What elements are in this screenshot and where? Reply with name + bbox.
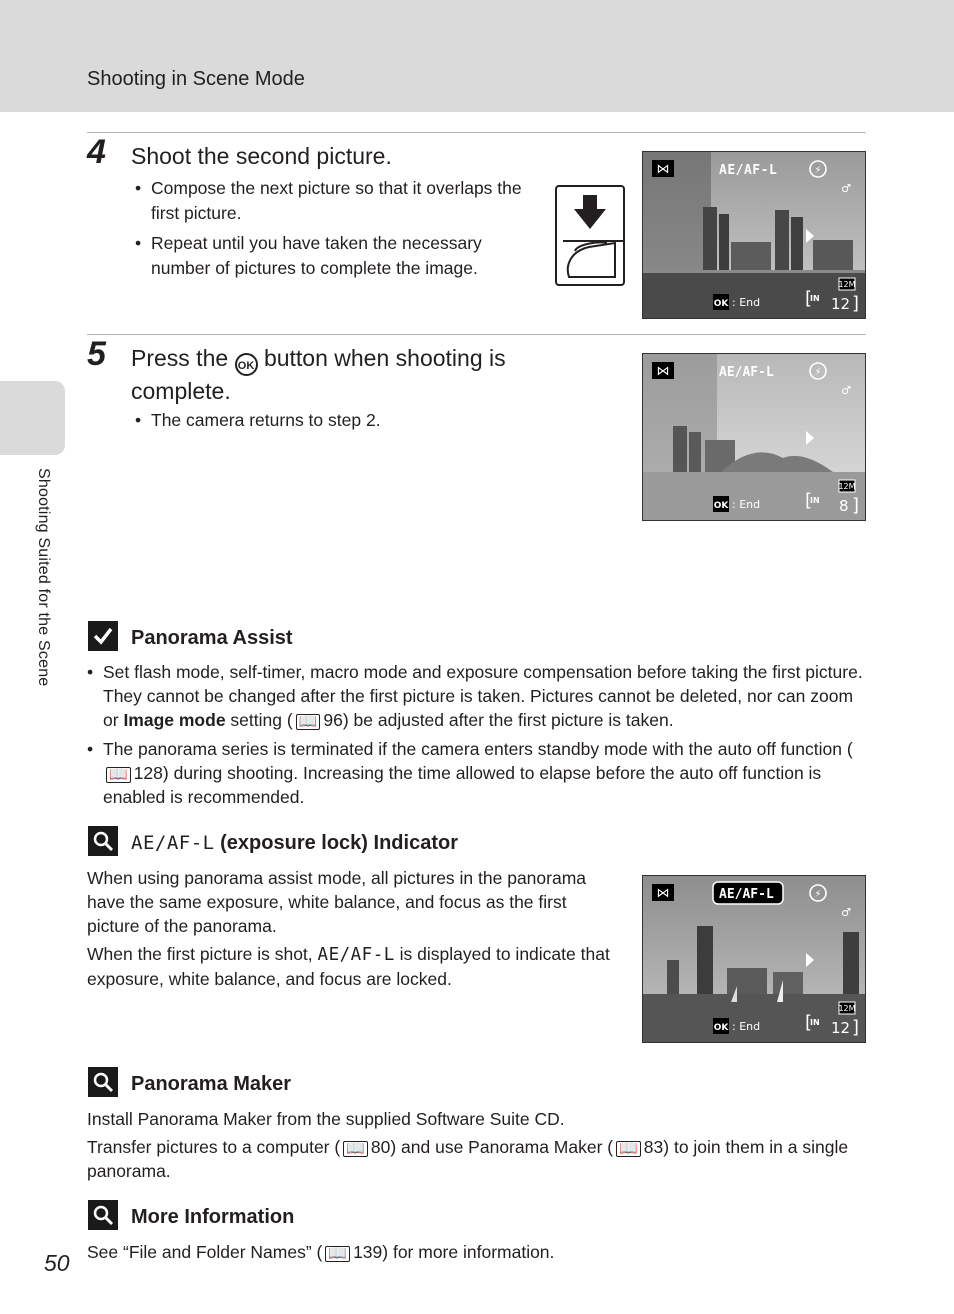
- list-item: [87, 660, 867, 732]
- text: is displayed to indicate that exposure, white balance, and focus are locked.: [87, 944, 610, 989]
- note-title: [131, 832, 458, 855]
- end-label: : End: [732, 296, 761, 309]
- shutter-press-icon: [555, 185, 625, 286]
- book-icon: 📖: [325, 1246, 350, 1262]
- ok-glyph: OK: [713, 299, 729, 309]
- image-size: 12M: [838, 482, 856, 491]
- step-number: 5: [87, 335, 106, 373]
- list-item: • The camera returns to step 2.: [135, 408, 530, 433]
- bold-term: Image mode: [123, 710, 226, 730]
- memory-indicator: IN: [810, 294, 820, 303]
- divider: [87, 334, 866, 335]
- end-label: : End: [732, 498, 761, 511]
- svg-text:⚡: ⚡: [814, 889, 822, 900]
- book-icon: 📖: [106, 767, 131, 783]
- image-size: 12M: [838, 1004, 856, 1013]
- text: Set flash mode, self-timer, macro mode and exposure compensation before taking the first picture. They cannot be changed after the first picture is taken. Pictures cannot be deleted, nor can zoom or: [103, 662, 863, 730]
- title-text: button when shooting is complete.: [131, 345, 506, 404]
- aeaf-indicator: AE/AF-L: [719, 365, 774, 380]
- ok-glyph: OK: [713, 501, 729, 511]
- aeaf-glyph: AE/AF-L: [317, 945, 395, 965]
- svg-text:]: ]: [852, 293, 860, 314]
- step-bullets: [135, 176, 530, 286]
- exposure-count: 12: [831, 1019, 851, 1037]
- svg-text:⋈: ⋈: [656, 364, 670, 379]
- text: The panorama series is terminated if the camera enters standby mode with the auto off function (: [103, 739, 853, 759]
- list-item: • Repeat until you have taken the necessary number of pictures to complete the image.: [135, 231, 530, 281]
- book-icon: 📖: [343, 1141, 368, 1157]
- text: ) during shooting. Increasing the time allowed to elapse before the auto off function is enabled is recommended.: [103, 763, 822, 807]
- list-item: • Compose the next picture so that it overlaps the first picture.: [135, 176, 530, 226]
- step-title: Shoot the second picture.: [131, 143, 392, 169]
- aeaf-indicator: AE/AF-L: [719, 163, 778, 178]
- divider: [87, 132, 866, 133]
- page-ref[interactable]: 83: [643, 1137, 664, 1157]
- ok-glyph: OK: [713, 1023, 729, 1033]
- note-body: [87, 1240, 867, 1268]
- text: ) be adjusted after the first picture is taken.: [342, 710, 674, 730]
- svg-text:]: ]: [852, 495, 860, 516]
- svg-text:[: [: [805, 490, 813, 511]
- title-text: Press the: [131, 345, 229, 371]
- list-item: [87, 737, 867, 809]
- aeaf-glyph: AE/AF-L: [131, 832, 215, 854]
- book-icon: 📖: [296, 714, 321, 730]
- svg-text:[: [: [805, 288, 813, 309]
- svg-text:⚡: ⚡: [814, 367, 822, 378]
- svg-text:⚡: ⚡: [814, 165, 822, 176]
- book-icon: 📖: [616, 1141, 641, 1157]
- aeaf-indicator: AE/AF-L: [719, 887, 774, 902]
- text: setting (: [225, 710, 293, 730]
- end-label: : End: [732, 1020, 761, 1033]
- text: ) and use Panorama Maker (: [390, 1137, 614, 1157]
- text: ) to join them in a single panorama.: [87, 1137, 849, 1181]
- page-ref[interactable]: 96: [323, 710, 343, 730]
- paragraph: When using panorama assist mode, all pictures in the panorama have the same exposure, white balance, and focus as the first picture of the panorama.: [87, 868, 587, 936]
- exposure-count: 12: [831, 295, 851, 313]
- svg-text:[: [: [805, 1012, 813, 1033]
- text: When the first picture is shot,: [87, 944, 313, 964]
- title-text: (exposure lock) Indicator: [220, 832, 458, 854]
- svg-text:♂: ♂: [841, 906, 851, 919]
- svg-text:⋈: ⋈: [656, 162, 670, 177]
- note-body: [87, 866, 617, 995]
- memory-indicator: IN: [810, 496, 820, 505]
- memory-indicator: IN: [810, 1018, 820, 1027]
- tip-icon: [88, 1200, 118, 1230]
- svg-text:♂: ♂: [841, 182, 851, 195]
- image-size: 12M: [838, 280, 856, 289]
- chapter-tab: [0, 381, 65, 455]
- note-bullets: [87, 660, 867, 814]
- text: Transfer pictures to a computer (: [87, 1137, 341, 1157]
- tip-icon: [88, 1067, 118, 1097]
- header-band: [0, 0, 954, 112]
- note-title: More Information: [131, 1206, 295, 1228]
- svg-text:⋈: ⋈: [656, 886, 670, 901]
- step-title: [131, 343, 571, 406]
- page-number: 50: [44, 1250, 70, 1276]
- check-icon: [88, 621, 118, 651]
- paragraph: Install Panorama Maker from the supplied Software Suite CD.: [87, 1109, 565, 1129]
- note-title: Panorama Assist: [131, 627, 293, 649]
- paragraph: [87, 1135, 867, 1183]
- svg-text:]: ]: [852, 1017, 860, 1038]
- note-body: [87, 1107, 867, 1187]
- camera-screen: [642, 875, 866, 1043]
- page-ref[interactable]: 80: [370, 1137, 391, 1157]
- camera-screen: [642, 151, 866, 319]
- camera-screen: [642, 353, 866, 521]
- svg-text:♂: ♂: [841, 384, 851, 397]
- step-bullets: [135, 408, 530, 438]
- section-title: Shooting in Scene Mode: [87, 68, 305, 90]
- text: See “File and Folder Names” (: [87, 1242, 323, 1262]
- tip-icon: [88, 826, 118, 856]
- paragraph: [87, 942, 617, 991]
- exposure-count: 8: [839, 497, 849, 515]
- ok-button-icon: OK: [235, 353, 258, 376]
- step-number: 4: [87, 133, 106, 171]
- paragraph: [87, 1240, 867, 1264]
- page-ref[interactable]: 128: [133, 763, 163, 783]
- page-ref[interactable]: 139: [353, 1242, 383, 1262]
- note-title: Panorama Maker: [131, 1073, 292, 1095]
- chapter-label: Shooting Suited for the Scene: [35, 468, 52, 687]
- text: ) for more information.: [382, 1242, 555, 1262]
